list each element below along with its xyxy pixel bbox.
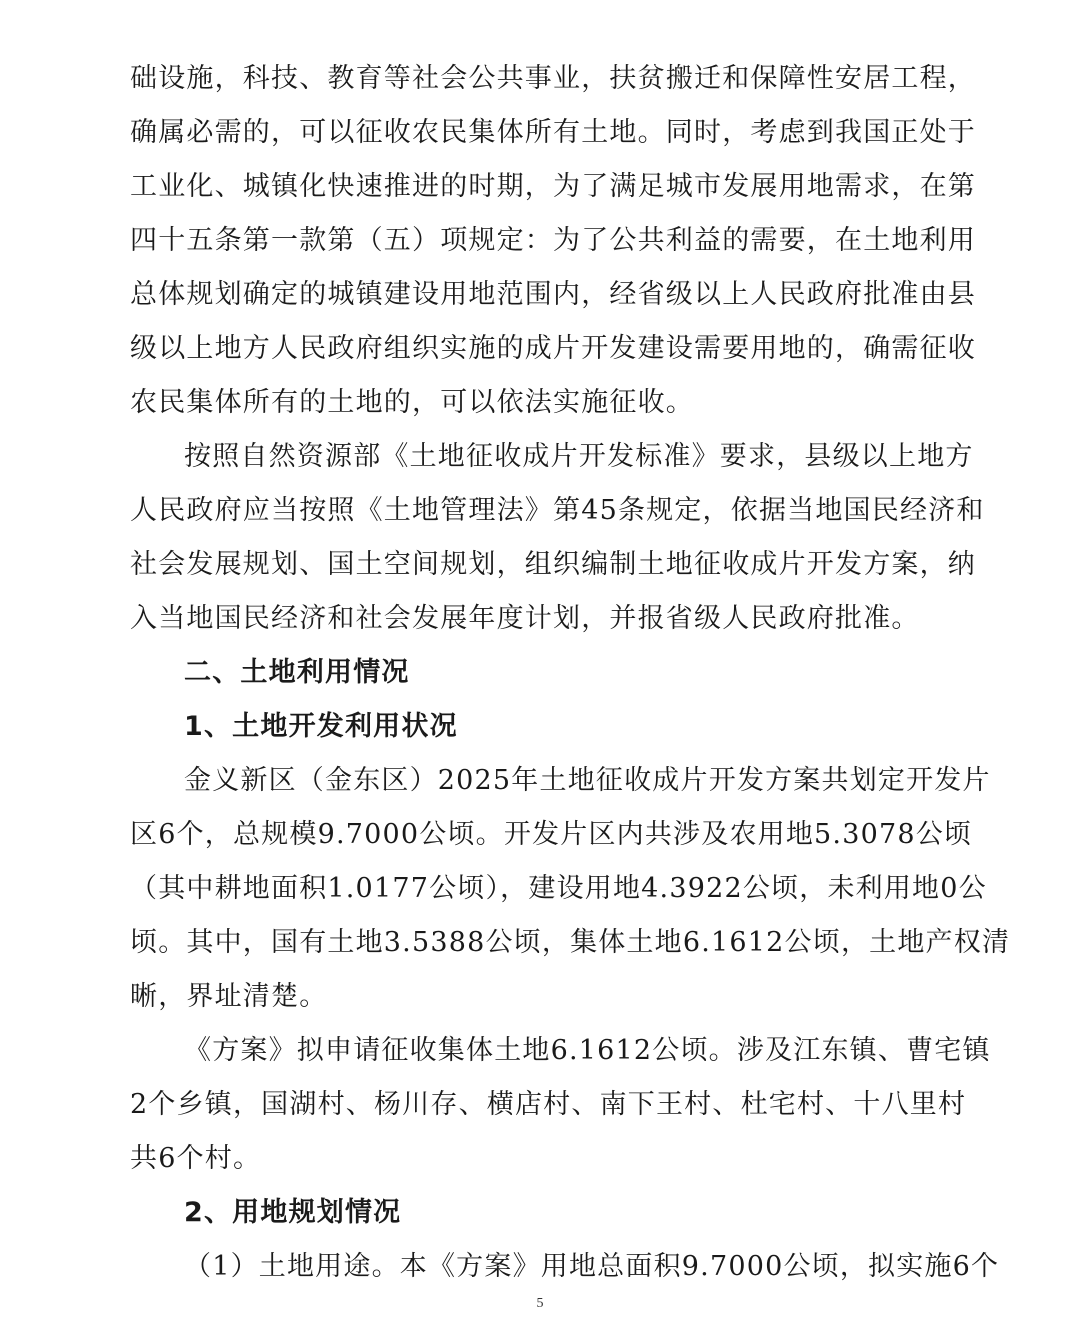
paragraph-first-line: （1）土地用途。本《方案》用地总面积9.7000公顷，拟实施6个 <box>184 1251 1000 1282</box>
section-heading: 二、土地利用情况 <box>184 657 410 688</box>
paragraph-first-line: 《方案》拟申请征收集体土地6.1612公顷。涉及江东镇、曹宅镇 <box>184 1035 991 1066</box>
text-line: （其中耕地面积1.0177公顷），建设用地4.3922公顷，未利用地0公 <box>130 873 987 904</box>
text-line: 工业化、城镇化快速推进的时期，为了满足城市发展用地需求，在第 <box>130 171 976 202</box>
text-line: 晰，界址清楚。 <box>130 981 328 1012</box>
text-line: 人民政府应当按照《土地管理法》第45条规定，依据当地国民经济和 <box>130 495 985 526</box>
text-line: 2个乡镇，国湖村、杨川存、横店村、南下王村、杜宅村、十八里村 <box>130 1089 967 1120</box>
text-line: 入当地国民经济和社会发展年度计划，并报省级人民政府批准。 <box>130 603 920 634</box>
text-line: 四十五条第一款第（五）项规定：为了公共利益的需要，在土地利用 <box>130 225 976 256</box>
text-line: 农民集体所有的土地的，可以依法实施征收。 <box>130 387 694 418</box>
text-line: 确属必需的，可以征收农民集体所有土地。同时，考虑到我国正处于 <box>130 117 976 148</box>
text-line: 础设施，科技、教育等社会公共事业，扶贫搬迁和保障性安居工程， <box>130 63 976 94</box>
text-line: 区6个，总规模9.7000公顷。开发片区内共涉及农用地5.3078公顷 <box>130 819 973 850</box>
subsection-heading: 2、用地规划情况 <box>184 1197 402 1228</box>
page-number: 5 <box>536 1296 544 1311</box>
text-line: 共6个村。 <box>130 1143 262 1174</box>
text-line: 级以上地方人民政府组织实施的成片开发建设需要用地的，确需征收 <box>130 333 976 364</box>
paragraph-first-line: 金义新区（金东区）2025年土地征收成片开发方案共划定开发片 <box>184 765 991 796</box>
text-line: 顷。其中，国有土地3.5388公顷，集体土地6.1612公顷，土地产权清 <box>130 927 1011 958</box>
text-line: 社会发展规划、国土空间规划，组织编制土地征收成片开发方案，纳 <box>130 549 976 580</box>
paragraph-first-line: 按照自然资源部《土地征收成片开发标准》要求，县级以上地方 <box>184 441 974 472</box>
text-line: 总体规划确定的城镇建设用地范围内，经省级以上人民政府批准由县 <box>130 279 976 310</box>
subsection-heading: 1、土地开发利用状况 <box>184 711 458 742</box>
body-text <box>130 52 1011 1294</box>
